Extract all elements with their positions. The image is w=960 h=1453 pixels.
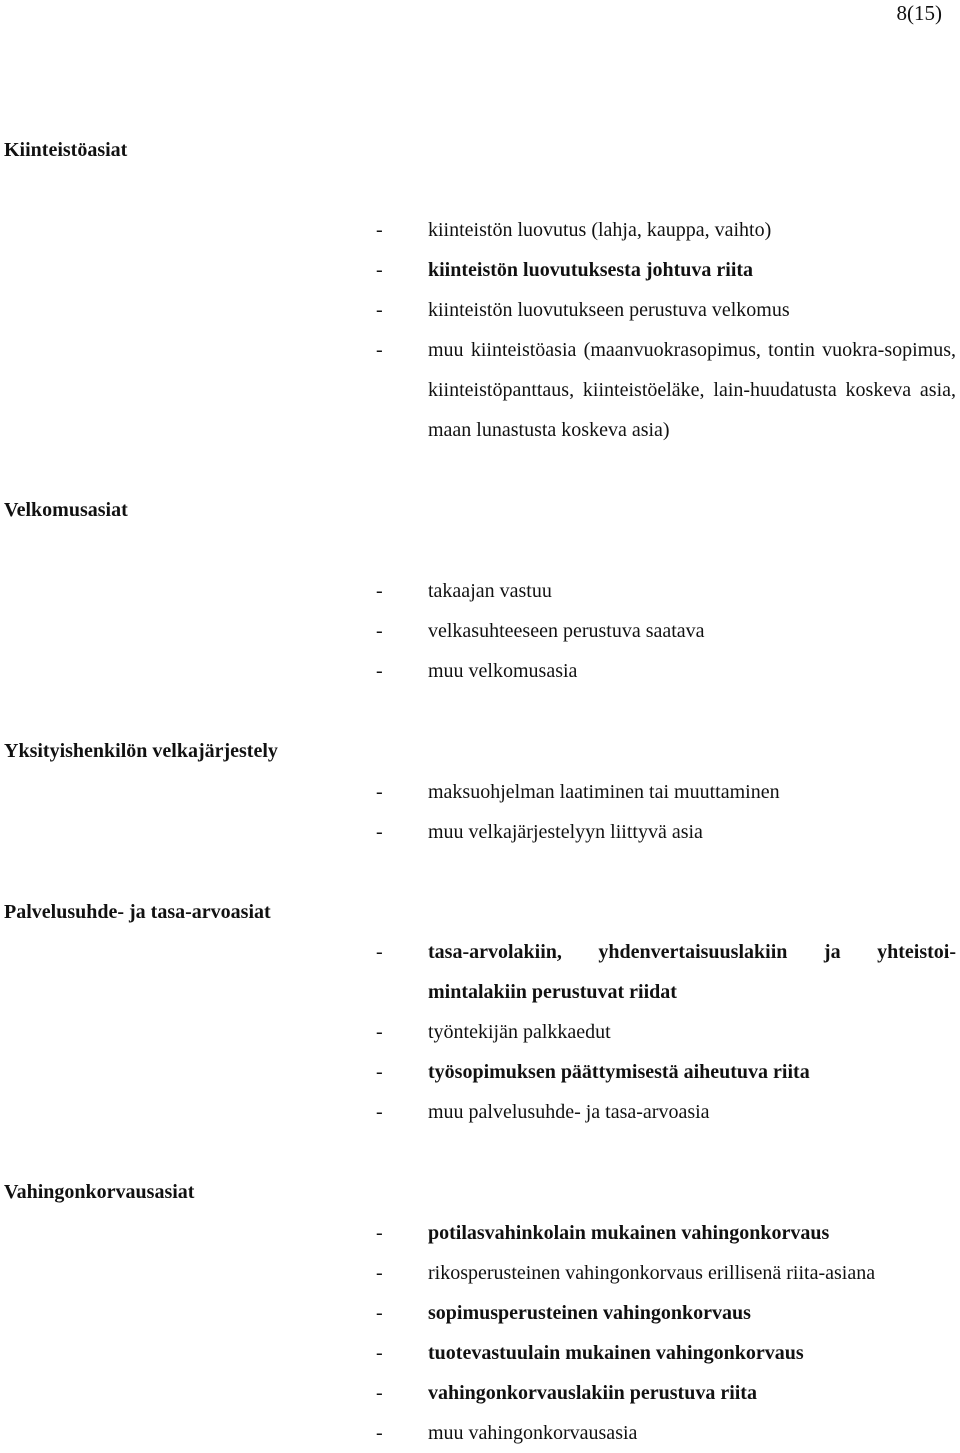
list-item [376, 210, 956, 250]
list-item [376, 250, 956, 290]
list-item-text: kiinteistön luovutukseen perustuva velkomus [428, 299, 790, 321]
list-item [376, 1012, 956, 1052]
list-item [376, 290, 956, 330]
list-bullet: - [376, 620, 383, 642]
list-item-text: muu velkajärjestelyyn liittyvä asia [428, 821, 703, 843]
list-bullet: - [376, 580, 383, 602]
list-bullet: - [376, 1422, 383, 1444]
list-item-text: tuotevastuulain mukainen vahingonkorvaus [428, 1342, 804, 1364]
section-heading-palvelusuhde: Palvelusuhde- ja tasa-arvoasiat [4, 901, 271, 923]
list-item-text: tasa-arvolakiin, yhdenvertaisuuslakiin ja yhteistoi-mintalakiin perustuvat riidat [428, 941, 956, 1003]
section-heading-velkajarjestely: Yksityishenkilön velkajärjestely [4, 740, 278, 762]
list-bullet: - [376, 1101, 383, 1123]
list-bullet: - [376, 821, 383, 843]
list-bullet: - [376, 1021, 383, 1043]
list-item-text: takaajan vastuu [428, 580, 552, 602]
list-item-text: potilasvahinkolain mukainen vahingonkorvaus [428, 1222, 830, 1244]
list-item-text: muu kiinteistöasia (maanvuokrasopimus, tontin vuokra-sopimus, kiinteistöpanttaus, kiinteistöeläke, lain-huudatusta koskeva asia, maan lunastusta koskeva asia) [428, 339, 956, 441]
list-bullet: - [376, 941, 383, 963]
list-bullet: - [376, 781, 383, 803]
list-bullet: - [376, 1342, 383, 1364]
list-item [376, 1213, 956, 1253]
list-item-text: työsopimuksen päättymisestä aiheutuva riita [428, 1061, 810, 1083]
list-item [376, 1293, 956, 1333]
list-item [376, 1413, 956, 1453]
list-item [376, 1092, 956, 1132]
list-bullet: - [376, 259, 383, 281]
list-item [376, 772, 956, 812]
list-item-text: kiinteistön luovutus (lahja, kauppa, vaihto) [428, 219, 772, 241]
list-bullet: - [376, 219, 383, 241]
list-item-text: sopimusperusteinen vahingonkorvaus [428, 1302, 751, 1324]
list-item-text: maksuohjelman laatiminen tai muuttaminen [428, 781, 780, 803]
list-item-text: muu palvelusuhde- ja tasa-arvoasia [428, 1101, 710, 1123]
list-item [376, 1373, 956, 1413]
list-item [376, 651, 956, 691]
list-item [376, 611, 956, 651]
list-item-text: muu velkomusasia [428, 660, 578, 682]
list-item [376, 571, 956, 611]
list-bullet: - [376, 299, 383, 321]
section-heading-velkomusasiat: Velkomusasiat [4, 499, 128, 521]
section-heading-kiinteistoasiat: Kiinteistöasiat [4, 139, 128, 161]
list-item [376, 1052, 956, 1092]
list-item [376, 932, 956, 1012]
list-bullet: - [376, 1302, 383, 1324]
list-item [376, 1253, 956, 1293]
list-bullet: - [376, 1061, 383, 1083]
list-item-text: muu vahingonkorvausasia [428, 1422, 638, 1444]
list-bullet: - [376, 1222, 383, 1244]
section-heading-vahingonkorvausasiat: Vahingonkorvausasiat [4, 1181, 195, 1203]
page-number: 8(15) [896, 1, 942, 25]
list-item-text: rikosperusteinen vahingonkorvaus erillisenä riita-asiana [428, 1262, 876, 1284]
list-bullet: - [376, 339, 383, 361]
list-item-text: velkasuhteeseen perustuva saatava [428, 620, 705, 642]
list-bullet: - [376, 660, 383, 682]
list-item-text: kiinteistön luovutuksesta johtuva riita [428, 259, 754, 281]
list-bullet: - [376, 1382, 383, 1404]
list-item [376, 330, 956, 450]
list-item-text: työntekijän palkkaedut [428, 1021, 611, 1043]
list-item [376, 1333, 956, 1373]
list-item [376, 812, 956, 852]
list-item-text: vahingonkorvauslakiin perustuva riita [428, 1382, 757, 1404]
list-bullet: - [376, 1262, 383, 1284]
